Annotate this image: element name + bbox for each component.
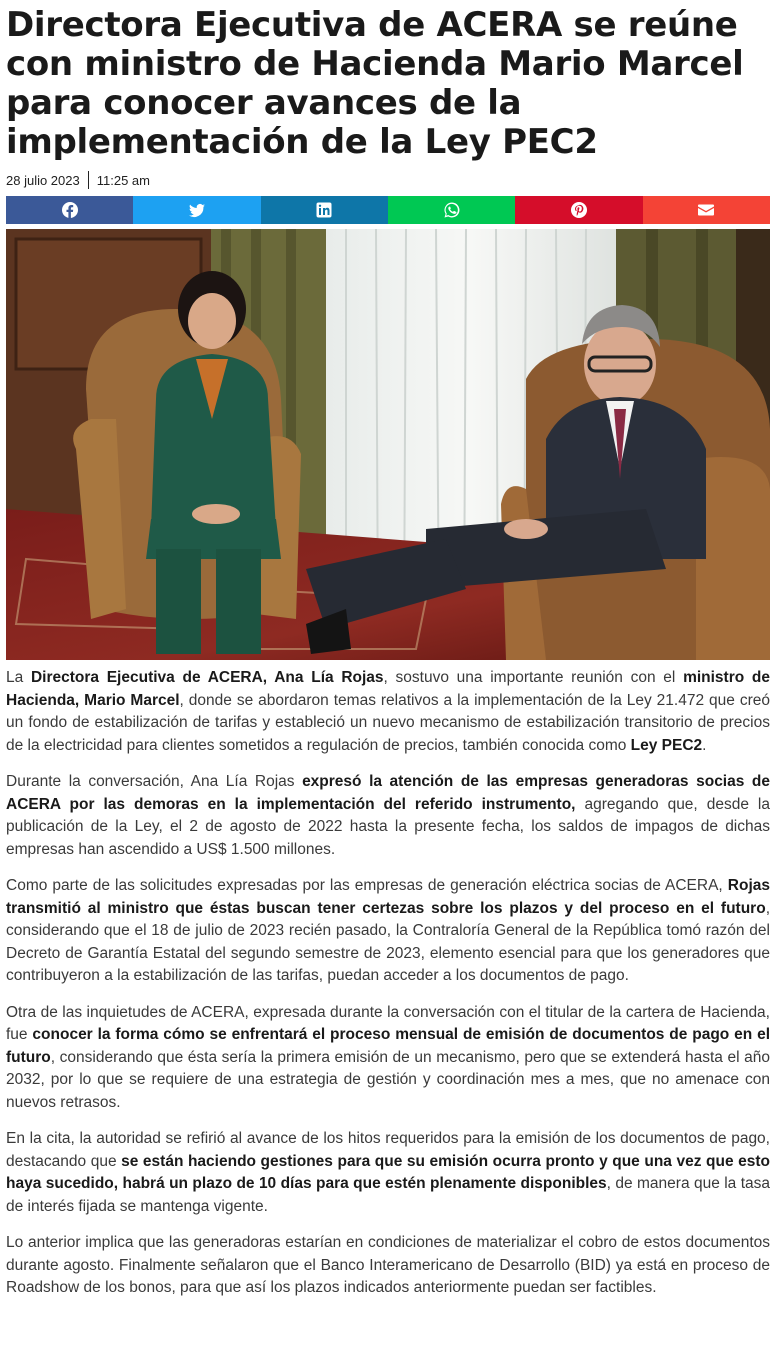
share-bar — [6, 196, 770, 224]
pinterest-icon — [571, 202, 587, 218]
bold-text: Directora Ejecutiva de ACERA, Ana Lía Rojas — [30, 669, 384, 686]
whatsapp-icon — [444, 202, 460, 218]
linkedin-icon — [316, 202, 332, 218]
article-time: 11:25 am — [96, 172, 150, 188]
text: Durante la conversación, Ana Lía Rojas — [6, 773, 303, 790]
text: agregando que, desde la publicación de la Ley, el 2 de agosto de 2022 hasta la presente fecha, los saldos de impagos de dichas empresas han ascendido a US$ 1.500 millones. — [6, 795, 770, 858]
text: , donde se abordaron temas relativos a la implementación de la Ley 21.472 que creó un fondo de estabilización de tarifas y estableció un nuevo mecanismo de estabilización transitorio de precios de la electricidad para clientes sometidos a regulación de precios, también conocida como — [6, 691, 770, 754]
twitter-icon — [189, 202, 205, 218]
text: , considerando que el 18 de julio de 2023 recién pasado, la Contraloría General de la República tomó razón del Decreto de Garantía Estatal del segundo semestre de 2023, elemento esencial para que los generadores que contribuyeron a la estabilización de las tarifas, puedan acceder a los documentos de pago. — [6, 899, 770, 984]
facebook-icon — [62, 202, 78, 218]
bold-text: conocer la forma cómo se enfrentará el proceso mensual de emisión de documentos de pago en el futuro — [6, 1026, 770, 1066]
meta-divider — [88, 171, 89, 189]
share-whatsapp-button[interactable] — [388, 196, 515, 224]
text: , de manera que la tasa de interés fijada se mantenga vigente. — [6, 1175, 770, 1215]
bold-text: ministro de Hacienda, Mario Marcel — [6, 669, 770, 709]
share-facebook-button[interactable] — [6, 196, 133, 224]
text: , considerando que ésta sería la primera emisión de un mecanismo, pero que se extenderá hasta el año 2032, por lo que se requiere de una estrategia de gestión y coordinación mes a mes, que no amenace con nuevos retrasos. — [6, 1048, 770, 1111]
paragraph-1 — [6, 667, 770, 757]
share-pinterest-button[interactable] — [515, 196, 642, 224]
article-date: 28 julio 2023 — [6, 172, 80, 188]
paragraph-3 — [6, 875, 770, 988]
share-email-button[interactable] — [643, 196, 770, 224]
bold-text: Ley PEC2 — [630, 736, 703, 754]
text: Como parte de las solicitudes expresadas por las empresas de generación eléctrica socias de ACERA, — [6, 877, 728, 894]
text: . — [702, 736, 707, 754]
share-linkedin-button[interactable] — [261, 196, 388, 224]
paragraph-5 — [6, 1128, 770, 1218]
email-icon — [698, 202, 714, 218]
text: En la cita, la autoridad se refirió al avance de los hitos requeridos para la emisión de los documentos de pago, destacando que — [6, 1130, 770, 1170]
meeting-photo-illustration — [6, 229, 770, 660]
text: , sostuvo una importante reunión con el — [383, 669, 684, 686]
paragraph-4 — [6, 1002, 770, 1115]
article-title: Directora Ejecutiva de ACERA se reúne con ministro de Hacienda Mario Marcel para conocer avances de la implementación de la Ley PEC2 — [6, 5, 744, 162]
text: La — [6, 669, 31, 686]
article-meta — [6, 171, 770, 189]
article-photo — [6, 229, 770, 660]
article — [6, 0, 770, 1314]
paragraph-2 — [6, 771, 770, 861]
share-twitter-button[interactable] — [133, 196, 260, 224]
bold-text: se están haciendo gestiones para que su emisión ocurra pronto y que una vez que esto haya sucedido, habrá un plazo de 10 días para que estén plenamente disponibles — [6, 1152, 770, 1192]
text: Otra de las inquietudes de ACERA, expresada durante la conversación con el titular de la cartera de Hacienda, fue — [6, 1003, 770, 1043]
article-body — [6, 667, 770, 1300]
bold-text: Rojas transmitió al ministro que éstas buscan tener certezas sobre los plazos y del proceso en el futuro — [6, 877, 770, 917]
paragraph-6 — [6, 1232, 770, 1300]
text: Lo anterior implica que las generadoras estarían en condiciones de materializar el cobro de estos documentos durante agosto. Finalmente señalaron que el Banco Interamericano de Desarrollo (BID) ya está en proceso de Roadshow de los bonos, para que así los plazos indicados anteriormente puedan ser factibles. — [6, 1234, 770, 1296]
bold-text: expresó la atención de las empresas generadoras socias de ACERA por las demoras en la implementación del referido instrumento, — [6, 773, 770, 813]
